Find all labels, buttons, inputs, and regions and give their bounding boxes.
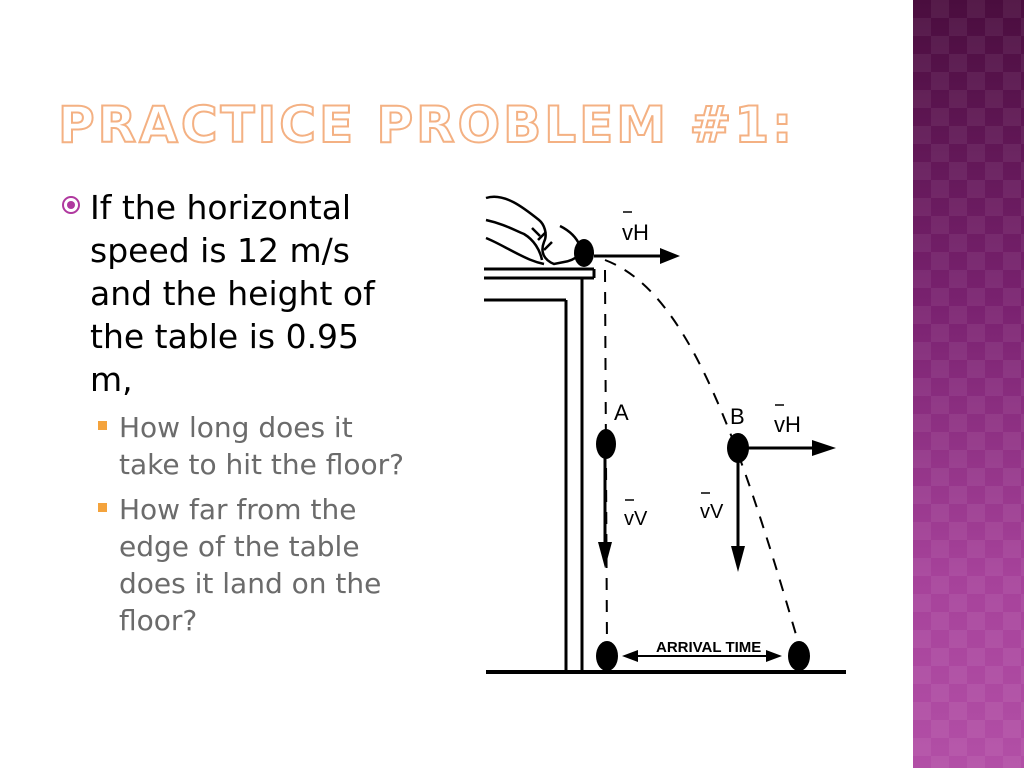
ball-b-landing	[788, 641, 810, 671]
main-bullet	[62, 186, 422, 401]
square-bullet-icon	[98, 421, 107, 430]
arrival-arrowhead-right	[766, 650, 782, 662]
projectile-diagram	[484, 190, 849, 680]
vh-b-arrowhead	[812, 440, 836, 456]
sub-bullet	[98, 409, 422, 483]
ball-start	[574, 239, 594, 267]
bullet-list	[62, 186, 422, 647]
main-bullet-text: If the horizontal speed is 12 m/s and the height of the table is 0.95 m,	[90, 188, 375, 399]
projectile-diagram-svg	[484, 190, 849, 680]
ball-a	[596, 429, 616, 459]
sub-bullet-list	[98, 409, 422, 639]
slide-title: PRACTICE PROBLEM #1:	[58, 96, 796, 154]
label-b: B	[730, 404, 745, 429]
vh-b-label: vH	[774, 412, 801, 437]
vh-top-arrowhead	[660, 248, 680, 264]
arrival-time-label: ARRIVAL TIME	[656, 639, 762, 656]
sub-bullet	[98, 491, 422, 639]
circle-bullet-icon	[62, 196, 80, 214]
ball-b	[727, 433, 749, 463]
arrival-arrowhead-left	[622, 650, 638, 662]
vv-a-label: vV	[624, 508, 648, 530]
vv-b-label: vV	[700, 501, 724, 523]
vv-a-arrowhead	[598, 542, 612, 568]
sub-bullet-text: How long does it take to hit the floor?	[119, 411, 405, 481]
decorative-side-band	[913, 0, 1024, 768]
vv-b-arrowhead	[731, 546, 745, 572]
vh-top-label: vH	[622, 220, 649, 245]
table-outline	[484, 269, 594, 670]
square-bullet-icon	[98, 503, 107, 512]
parabolic-path	[605, 260, 799, 645]
hand-icon	[486, 197, 580, 264]
label-a: A	[614, 400, 629, 425]
sub-bullet-text: How far from the edge of the table does it land on the floor?	[119, 493, 382, 637]
ball-a-landing	[596, 641, 618, 671]
